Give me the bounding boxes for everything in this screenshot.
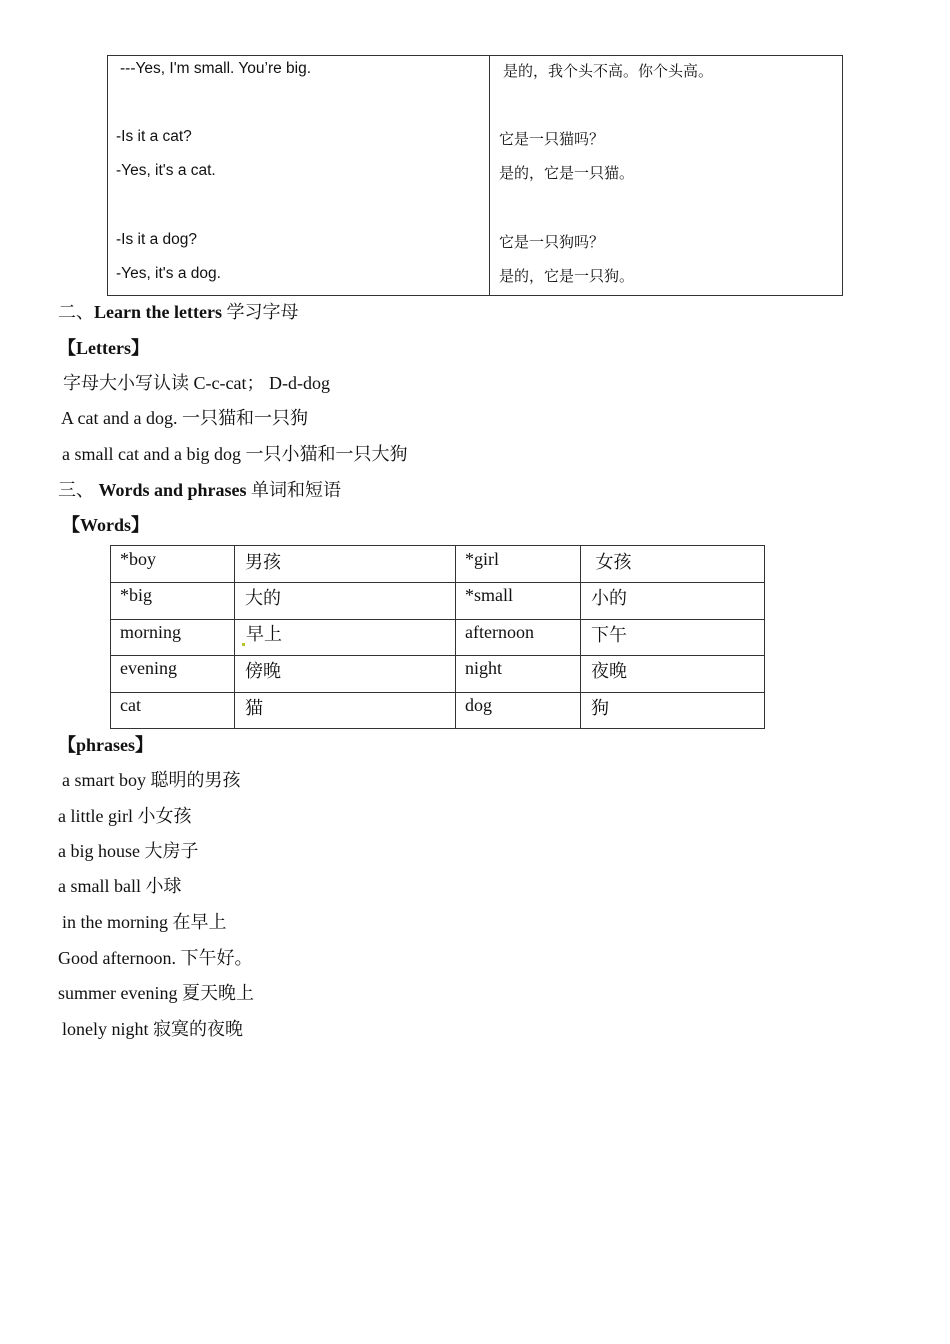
column-divider	[489, 56, 490, 295]
letters-line-1: 字母大小写认读 C-c-cat； D-d-dog	[63, 373, 330, 393]
col-divider	[234, 546, 235, 728]
phrase-item: lonely night 寂寞的夜晚	[62, 1019, 243, 1039]
dialogue-en-5: -Yes, it's a dog.	[116, 265, 221, 282]
dialogue-en-2: -Is it a cat?	[116, 128, 192, 145]
dialogue-en-4: -Is it a dog?	[116, 231, 197, 248]
letters-label: 【Letters】	[58, 338, 149, 358]
row-divider	[111, 692, 764, 693]
dialogue-zh-3: 是的，它是一只猫。	[499, 166, 635, 182]
letters-line-3: a small cat and a big dog 一只小猫和一只大狗	[62, 444, 408, 464]
dialogue-zh-1: 是的，我个头不高。你个头高。	[503, 64, 714, 80]
letters-line-2: A cat and a dog. 一只猫和一只狗	[61, 408, 308, 428]
marker-dot	[242, 643, 245, 646]
section3-heading	[58, 476, 341, 502]
word-en: morning	[120, 622, 181, 642]
word-en: afternoon	[465, 622, 534, 642]
phrase-item: a smart boy 聪明的男孩	[62, 770, 241, 790]
dialogue-en-1: ---Yes, I'm small. You’re big.	[120, 60, 312, 77]
section2-heading	[58, 298, 298, 324]
dialogue-zh-5: 是的，它是一只狗。	[499, 269, 635, 285]
phrase-item: Good afternoon. 下午好。	[58, 948, 253, 968]
row-divider	[111, 655, 764, 656]
section3-number: 三、	[58, 480, 99, 500]
word-zh: 早上	[246, 624, 282, 644]
phrase-item: a small ball 小球	[58, 876, 182, 896]
word-en: *small	[465, 585, 513, 605]
phrase-item: in the morning 在早上	[62, 912, 227, 932]
col-divider	[580, 546, 581, 728]
col-divider	[455, 546, 456, 728]
word-zh: 猫	[245, 698, 263, 718]
word-zh: 傍晚	[245, 661, 281, 681]
dialogue-table	[107, 55, 843, 296]
phrase-item: a little girl 小女孩	[58, 806, 192, 826]
words-table	[110, 545, 765, 729]
phrase-item: summer evening 夏天晚上	[58, 983, 254, 1003]
section2-number: 二、	[58, 302, 94, 322]
word-en: dog	[465, 695, 492, 715]
word-en: night	[465, 658, 503, 678]
word-zh: 男孩	[245, 552, 281, 572]
word-en: *boy	[120, 549, 156, 569]
row-divider	[111, 582, 764, 583]
word-en: *big	[120, 585, 153, 605]
section2-title-zh: 学习字母	[221, 302, 299, 322]
word-zh: 夜晚	[591, 661, 627, 681]
section3-title: Words and phrases	[98, 480, 247, 500]
word-zh-wrapper	[242, 620, 282, 646]
dialogue-zh-4: 它是一只狗吗？	[499, 235, 605, 251]
section2-title: Learn the letters	[94, 302, 222, 322]
word-zh: 女孩	[591, 552, 632, 572]
word-zh: 大的	[245, 588, 281, 608]
word-en: *girl	[465, 549, 499, 569]
words-label: 【Words】	[62, 515, 150, 535]
word-zh: 狗	[591, 698, 609, 718]
phrase-item: a big house 大房子	[58, 841, 199, 861]
section3-title-zh: 单词和短语	[246, 480, 342, 500]
row-divider	[111, 619, 764, 620]
phrases-label: 【phrases】	[58, 735, 154, 755]
dialogue-zh-2: 它是一只猫吗？	[499, 132, 605, 148]
word-zh: 小的	[591, 588, 627, 608]
word-en: evening	[120, 658, 177, 678]
word-zh: 下午	[591, 625, 627, 645]
word-en: cat	[120, 695, 141, 715]
dialogue-en-3: -Yes, it's a cat.	[116, 162, 216, 179]
